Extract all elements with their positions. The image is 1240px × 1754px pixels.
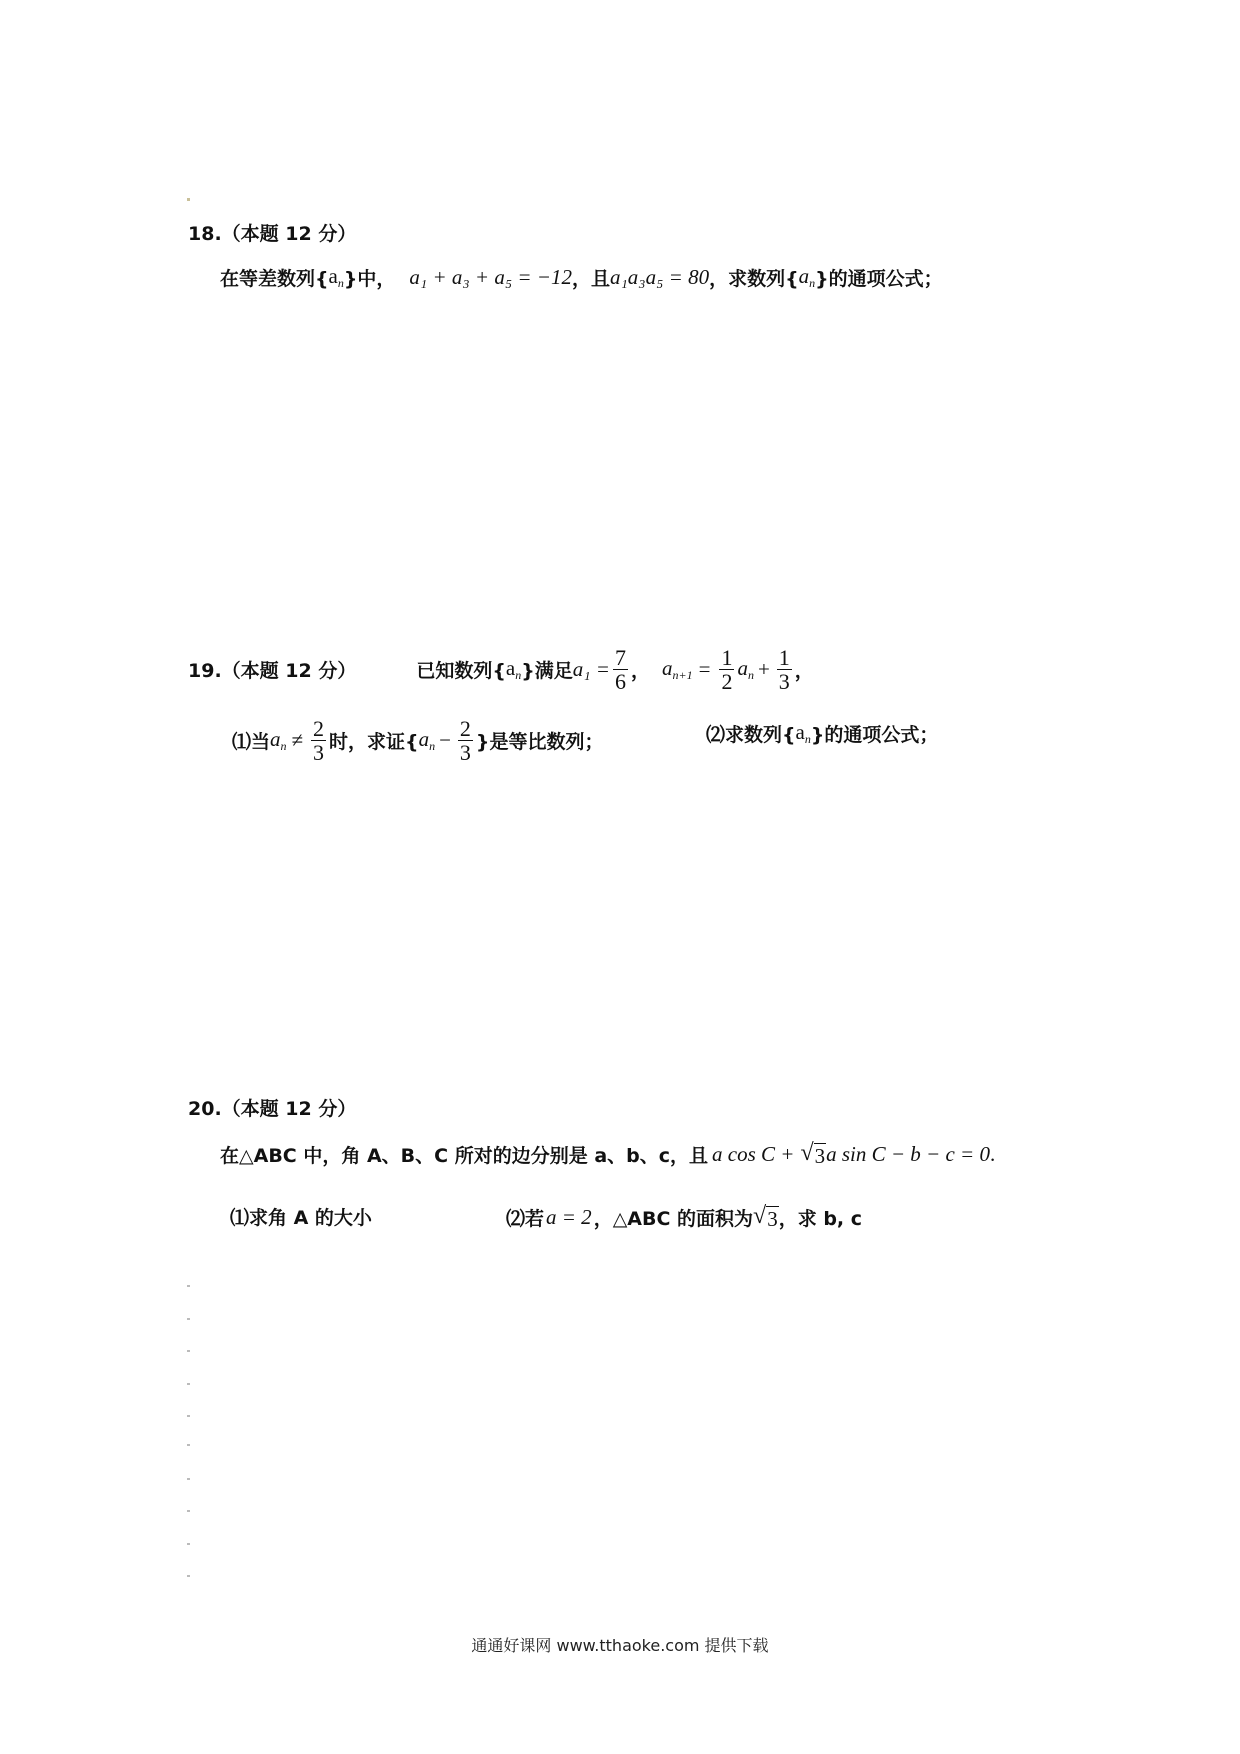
margin-mark bbox=[187, 1478, 190, 1480]
q18-text-1: 在等差数列{ bbox=[220, 268, 329, 290]
margin-mark bbox=[187, 1575, 190, 1577]
q20-part2-sqrt3: √ 3 bbox=[753, 1203, 778, 1231]
q18-text-4: ，求数列{ bbox=[709, 268, 799, 290]
q19-a1: a₁ = bbox=[572, 657, 610, 682]
q19-part1 bbox=[232, 717, 603, 764]
q20-statement bbox=[220, 1140, 995, 1169]
q18-seq-a: $a_n$ bbox=[328, 264, 344, 290]
q18-equation-sum: a₁ + a₃ + a₅ = −12 bbox=[409, 265, 572, 289]
q19-heading: 19.（本题 12 分） bbox=[188, 660, 357, 683]
margin-mark bbox=[187, 1510, 190, 1512]
q20-eq-part-b: a sin C − b − c = 0 bbox=[826, 1142, 990, 1166]
margin-mark bbox=[187, 1543, 190, 1545]
q19-text-3: ， bbox=[630, 660, 650, 683]
q19-equals: = bbox=[698, 657, 711, 682]
margin-mark bbox=[187, 1415, 190, 1417]
q18-text-5: }的通项公式； bbox=[815, 268, 943, 290]
margin-mark bbox=[187, 1444, 190, 1446]
q19-seq-a: $a_n$ bbox=[505, 656, 522, 683]
q19-statement bbox=[188, 646, 814, 693]
q19-part2-text-2: }的通项公式； bbox=[810, 724, 939, 746]
q19-part2-text-1: ⑵求数列{ bbox=[706, 724, 796, 746]
q20-part2-text-2: ，△ABC 的面积为 bbox=[593, 1208, 754, 1230]
q20-part2-text-3: ，求 b, c bbox=[778, 1208, 863, 1230]
scan-mark bbox=[187, 198, 190, 201]
q18-statement bbox=[220, 264, 943, 291]
margin-mark bbox=[187, 1285, 190, 1287]
q19-frac-7-6: $\frac{7}{6}$ bbox=[614, 645, 626, 695]
margin-mark bbox=[187, 1383, 190, 1385]
q20-sqrt3: √ 3 bbox=[800, 1140, 826, 1168]
q18-text-3: ，且 bbox=[571, 268, 610, 290]
q20-part2-eq: a = 2 bbox=[546, 1205, 592, 1229]
q19-text-2: }满足 bbox=[521, 660, 573, 683]
q19-minus: − bbox=[439, 728, 451, 753]
q20-text-1: 在△ABC 中，角 A、B、C 所对的边分别是 a、b、c，且 bbox=[220, 1145, 709, 1167]
q18-seq-an: $a_n$ bbox=[798, 264, 816, 290]
q20-part2-text-1: ⑵若 bbox=[506, 1208, 545, 1230]
q20-part1: ⑴求角 A 的大小 bbox=[230, 1207, 372, 1229]
margin-mark bbox=[187, 1350, 190, 1352]
q19-plus: + bbox=[757, 657, 770, 682]
q19-part1-text-2: 时，求证{ bbox=[329, 731, 419, 754]
q19-part1-an: $a_n$ bbox=[270, 727, 287, 754]
q19-part2-an: $a_n$ bbox=[795, 720, 811, 746]
q19-neq: ≠ bbox=[291, 728, 304, 753]
q19-frac-1-2: $\frac{1}{2}$ bbox=[721, 645, 733, 695]
q20-part2 bbox=[506, 1203, 862, 1232]
q18-text-2: }中， bbox=[343, 268, 396, 290]
q19-text-4: ， bbox=[794, 660, 814, 683]
q18-equation-product: a₁a₃a₅ = 80 bbox=[610, 265, 710, 289]
q20-period: . bbox=[989, 1142, 996, 1166]
q19-frac-2-3-a: $\frac{2}{3}$ bbox=[313, 716, 325, 766]
q19-part1-text-3: }是等比数列； bbox=[475, 731, 604, 754]
q19-frac-1-3: $\frac{1}{3}$ bbox=[778, 645, 790, 695]
margin-mark bbox=[187, 1318, 190, 1320]
q20-heading: 20.（本题 12 分） bbox=[188, 1098, 357, 1120]
q19-text-1: 已知数列{ bbox=[416, 660, 506, 683]
q20-eq-part-a: a cos C + bbox=[712, 1142, 795, 1166]
page-footer: 通通好课网 www.tthaoke.com 提供下载 bbox=[471, 1636, 769, 1655]
q18-heading: 18.（本题 12 分） bbox=[188, 223, 357, 245]
q19-frac-2-3-b: $\frac{2}{3}$ bbox=[459, 716, 471, 766]
q19-an1: $a_{n+1}$ bbox=[661, 656, 693, 683]
q19-part1-an-2: $a_n$ bbox=[418, 727, 436, 754]
q19-part2 bbox=[706, 720, 938, 747]
q19-an: $a_n$ bbox=[737, 656, 754, 683]
q19-part1-text-1: ⑴当 bbox=[232, 731, 271, 754]
